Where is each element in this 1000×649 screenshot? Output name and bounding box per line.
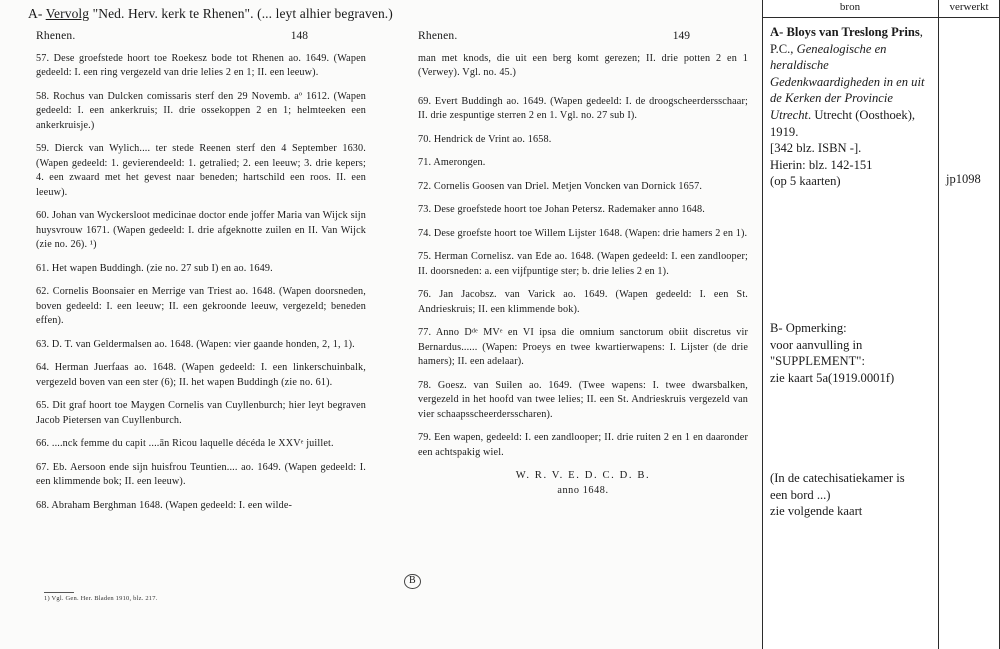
column-header-bron: bron <box>839 1 861 13</box>
remark-line-2: "SUPPLEMENT": <box>770 354 865 369</box>
remark-heading <box>770 320 932 337</box>
entry-62: 62. Cornelis Boonsaier en Merrige van Triest ao. 1648. (Wapen doorsneden, boven gedeeld: I. een leeuw; II. een gekroonde leeuw, vergezeld; beneden effen). <box>36 286 366 327</box>
catalog-table <box>762 0 1000 649</box>
source-hierin-line: Hierin: blz. 142-151 <box>770 157 873 172</box>
right-column <box>418 30 748 496</box>
source-isbn-line: [342 blz. ISBN -]. <box>770 141 862 156</box>
entry-77: 77. Anno Dᵈᵉ MVᵉ en VI ipsa die omnium sanctorum obiit discretus vir Bernardus...... (Wapen: Proeys en twee kwartierwapens: I. Lijster (de drie hamers); II. een adelaar). <box>418 327 748 368</box>
right-column-header <box>418 30 748 42</box>
remark-line-1: voor aanvulling in <box>770 337 863 352</box>
entry-74: 74. Dese groefste hoort toe Willem Lijster 1648. (Wapen: drie hamers 2 en 1). <box>418 227 748 239</box>
title-prefix: A- <box>28 6 43 21</box>
entry-68: 68. Abraham Berghman 1648. (Wapen gedeeld: I. een wilde- <box>36 499 293 511</box>
processed-code: jp1098 <box>946 172 981 186</box>
entry-68-continuation: man met knods, die uit een berg komt gerezen; II. drie potten 2 en 1 (Verwey). Vgl. no. 45.) <box>418 53 748 79</box>
entry-60: 60. Johan van Wyckersloot medicinae doctor ende joffer Maria van Wijck sijn huysvrouw 1671. (Wapen gedeeld: I. drie afgeknotte zuilen en II. Van Wijck (zie no. 26). ¹) <box>36 210 366 251</box>
entry-78: 78. Goesz. van Suilen ao. 1649. (Twee wapens: I. twee dwarsbalken, vergezeld in het hoofd van twee lelies; II. een St. Andrieskruis vergezeld van vier schaapsscheerdersscharen). <box>418 379 748 420</box>
note-line-3: zie volgende kaart <box>770 504 863 519</box>
table-border-left <box>762 0 763 649</box>
table-header-rule <box>762 17 1000 18</box>
entry-57: 57. Dese groefstede hoort toe Roekesz bode tot Rhenen ao. 1649. (Wapen gedeeld: I. een ring vergezeld van drie lelies 2 en 1; II. een leeuw). <box>36 53 366 79</box>
left-page-number: 148 <box>290 30 308 42</box>
column-header-verwerkt: verwerkt <box>949 1 989 13</box>
entry-61: 61. Het wapen Buddingh. (zie no. 27 sub I) en ao. 1649. <box>36 262 273 274</box>
entry-75: 75. Herman Cornelisz. van Ede ao. 1648. (Wapen gedeeld: I. een zandlooper; II. doorsneden: a. een vijfpuntige ster; b. drie lelies 2 en 1). <box>418 251 748 277</box>
entry-64: 64. Herman Juerfaas ao. 1648. (Wapen gedeeld: I. een linkerschuinbalk, vergezeld boven van een ster (6); II. het wapen Buddingh (zie no. 61). <box>36 362 366 388</box>
entry-65: 65. Dit graf hoort toe Maygen Cornelis van Cuyllenburch; hier leyt begraven Jacob Pietersen van Cuyllenburch. <box>36 400 366 426</box>
footnote-rule <box>44 592 74 593</box>
page-marker-b: B <box>404 574 421 589</box>
entry-76: 76. Jan Jacobsz. van Varick ao. 1649. (Wapen gedeeld: I. een St. Andrieskruis; II. een klimmende bok). <box>418 289 748 315</box>
remark-cell <box>770 320 932 386</box>
closing-year: anno 1648. <box>557 485 609 497</box>
document-title <box>28 6 393 22</box>
right-page-number: 149 <box>672 30 690 42</box>
remark-label-b: B- <box>770 321 783 335</box>
entry-69: 69. Evert Buddingh ao. 1649. (Wapen gedeeld: I. de droogscheerdersschaar; II. drie zespuntige sterren 2 en 1. Vgl. no. 27 sub I). <box>418 95 748 122</box>
note-line-2: een bord ...) <box>770 487 831 502</box>
entry-73: 73. Dese groefstede hoort toe Johan Petersz. Rademaker anno 1648. <box>418 204 705 216</box>
source-citation-cell <box>770 24 930 190</box>
source-author: Bloys van Treslong Prins <box>786 25 920 39</box>
entry-79: 79. Een wapen, gedeeld: I. een zandlooper; II. drie ruiten 2 en 1 en daaronder een achtspakig wiel. <box>418 432 748 458</box>
title-vervolg: Vervolg <box>45 6 90 21</box>
two-column-body <box>0 30 762 630</box>
source-title: Genealogische en heraldische Gedenkwaardigheden in en uit de Kerken der Provincie Utrecht <box>770 41 925 123</box>
title-rest: "Ned. Herv. kerk te Rhenen". (... leyt alhier begraven.) <box>92 6 393 21</box>
left-column-header <box>36 30 366 42</box>
left-place-name: Rhenen. <box>36 30 76 42</box>
source-publisher: . Utrecht (Oosthoek), 1919. <box>770 108 916 139</box>
remark-word: Opmerking: <box>785 321 847 335</box>
entry-63: 63. D. T. van Geldermalsen ao. 1648. (Wapen: vier gaande honden, 2, 1, 1). <box>36 338 355 350</box>
closing-initials: W. R. V. E. D. C. D. B. <box>515 470 651 482</box>
entry-66: 66. ....nck femme du capit ....ān Ricou laquelle décéda le XXVᵉ juillet. <box>36 438 334 450</box>
entry-71: 71. Amerongen. <box>418 157 486 169</box>
entry-59: 59. Dierck van Wylich.... ter stede Reenen sterf den 4 September 1630. (Wapen gedeeld: 1. gevierendeeld: 1. getralied; 2. een leeuw; 3. drie kepers; 4. een zwaard met het gevest naar beneden; hartschild een roos. II. een leeuw). <box>36 143 366 198</box>
entry-58: 58. Rochus van Dulcken comissaris sterf den 29 Novemb. aº 1612. (Wapen gedeeld: I. een ankerkruis; II. drie ossekoppen 2 en 1; helmteeken een ankerkruisje.) <box>36 90 366 131</box>
source-label-a: A- <box>770 25 784 39</box>
footnote-1 <box>44 592 158 602</box>
note-line-1: (In de catechisatiekamer is <box>770 471 905 485</box>
left-column <box>36 30 366 522</box>
source-initials: , P.C., <box>770 25 923 56</box>
table-border-middle <box>938 0 939 649</box>
note-cell <box>770 470 932 520</box>
footnote-text: 1) Vgl. Gen. Her. Bladen 1910, blz. 217. <box>44 595 158 602</box>
entry-70: 70. Hendrick de Vrint ao. 1658. <box>418 133 552 145</box>
entry-67: 67. Eb. Aersoon ende sijn huisfrou Teuntien.... ao. 1649. (Wapen gedeeld: I. een klimmende bok; II. een leeuw). <box>36 461 366 488</box>
right-place-name: Rhenen. <box>418 30 458 42</box>
entry-72: 72. Cornelis Goosen van Driel. Metjen Voncken van Dornick 1657. <box>418 180 703 192</box>
remark-line-3: zie kaart 5a(1919.0001f) <box>770 370 895 385</box>
source-kaarten-line: (op 5 kaarten) <box>770 174 841 189</box>
